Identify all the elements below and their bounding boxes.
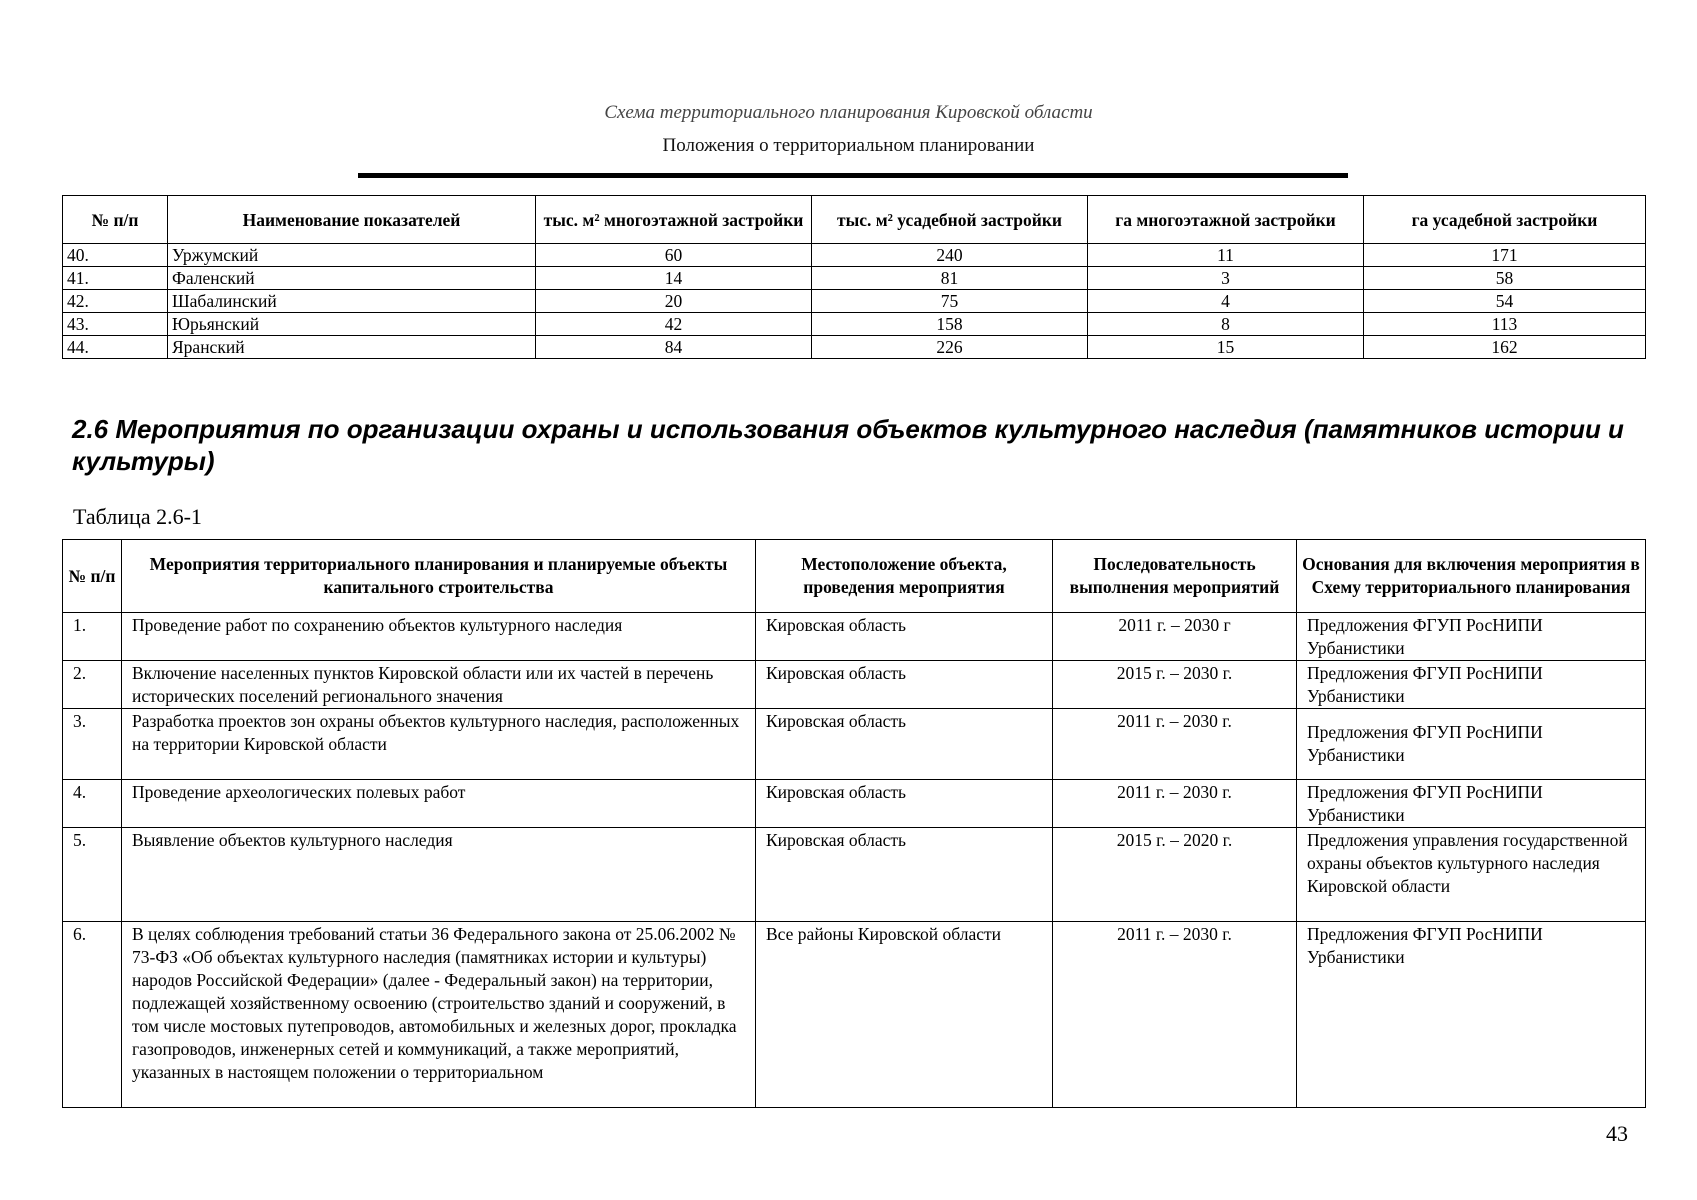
cell-location: Кировская область: [756, 780, 1053, 828]
cell-location: Кировская область: [756, 661, 1053, 709]
cell-value: 54: [1364, 290, 1646, 313]
section-heading: 2.6 Мероприятия по организации охраны и использования объектов культурного наследия (памятников истории и культуры): [72, 414, 1624, 476]
cell-number: 44.: [63, 336, 168, 359]
cell-value: 158: [812, 313, 1088, 336]
cell-district: Яранский: [168, 336, 536, 359]
col-header-measures: Мероприятия территориального планирования и планируемые объекты капитального строительства: [122, 540, 756, 613]
cell-number: 40.: [63, 244, 168, 267]
cell-period: 2011 г. – 2030 г.: [1053, 709, 1297, 780]
cell-grounds: Предложения управления государственной охраны объектов культурного наследия Кировской области: [1297, 828, 1646, 922]
col-header-multistorey-ha: га многоэтажной застройки: [1088, 196, 1364, 244]
cell-value: 240: [812, 244, 1088, 267]
cell-number: 4.: [63, 780, 122, 828]
cell-period: 2011 г. – 2030 г: [1053, 613, 1297, 661]
col-header-number: № п/п: [63, 540, 122, 613]
table-row: [63, 290, 1646, 313]
cell-value: 162: [1364, 336, 1646, 359]
col-header-location: Местоположение объекта, проведения мероприятия: [756, 540, 1053, 613]
table-row: [63, 313, 1646, 336]
header-divider: [358, 173, 1348, 178]
cell-number: 6.: [63, 922, 122, 1108]
table-row: [63, 709, 1646, 780]
cell-number: 43.: [63, 313, 168, 336]
cell-number: 1.: [63, 613, 122, 661]
cell-value: 75: [812, 290, 1088, 313]
indicators-table: [62, 195, 1646, 359]
cell-location: Кировская область: [756, 828, 1053, 922]
cell-measure: В целях соблюдения требований статьи 36 Федерального закона от 25.06.2002 № 73-ФЗ «Об объектах культурного наследия (памятниках истории и культуры) народов Российской Федерации» (далее - Федеральный закон) на территории, подлежащей хозяйственному освоению (строительство зданий и сооружений, в том числе мостовых путепроводов, автомобильных и железных дорог, прокладка газопроводов, инженерных сетей и коммуникаций, а также мероприятий, указанных в настоящем положении о территориальном: [122, 922, 756, 1108]
cell-value: 8: [1088, 313, 1364, 336]
cell-location: Кировская область: [756, 613, 1053, 661]
cell-number: 5.: [63, 828, 122, 922]
cell-number: 41.: [63, 267, 168, 290]
cell-value: 15: [1088, 336, 1364, 359]
cell-grounds: Предложения ФГУП РосНИПИ Урбанистики: [1297, 922, 1646, 1108]
cell-grounds: Предложения ФГУП РосНИПИ Урбанистики: [1297, 613, 1646, 661]
cell-location: Кировская область: [756, 709, 1053, 780]
col-header-estate-area: тыс. м² усадебной застройки: [812, 196, 1088, 244]
heritage-measures-table: [62, 539, 1646, 1108]
cell-value: 3: [1088, 267, 1364, 290]
col-header-estate-ha: га усадебной застройки: [1364, 196, 1646, 244]
cell-value: 4: [1088, 290, 1364, 313]
cell-number: 2.: [63, 661, 122, 709]
cell-grounds: Предложения ФГУП РосНИПИ Урбанистики: [1297, 661, 1646, 709]
cell-value: 58: [1364, 267, 1646, 290]
cell-measure: Проведение археологических полевых работ: [122, 780, 756, 828]
table-row: [63, 336, 1646, 359]
cell-value: 11: [1088, 244, 1364, 267]
cell-period: 2015 г. – 2020 г.: [1053, 828, 1297, 922]
cell-value: 226: [812, 336, 1088, 359]
col-header-number: № п/п: [63, 196, 168, 244]
cell-value: 81: [812, 267, 1088, 290]
col-header-sequence: Последовательность выполнения мероприятий: [1053, 540, 1297, 613]
table-row: [63, 244, 1646, 267]
cell-value: 171: [1364, 244, 1646, 267]
cell-district: Юрьянский: [168, 313, 536, 336]
cell-number: 3.: [63, 709, 122, 780]
table-caption: Таблица 2.6-1: [73, 504, 202, 529]
cell-value: 84: [536, 336, 812, 359]
table-row: [63, 267, 1646, 290]
cell-measure: Включение населенных пунктов Кировской области или их частей в перечень исторических поселений регионального значения: [122, 661, 756, 709]
document-running-title: Схема территориального планирования Кировской области: [604, 102, 1093, 123]
cell-period: 2011 г. – 2030 г.: [1053, 780, 1297, 828]
table-row: [63, 661, 1646, 709]
cell-value: 113: [1364, 313, 1646, 336]
col-header-indicator-name: Наименование показателей: [168, 196, 536, 244]
cell-measure: Выявление объектов культурного наследия: [122, 828, 756, 922]
cell-district: Фаленский: [168, 267, 536, 290]
document-running-subtitle: Положения о территориальном планировании: [662, 135, 1035, 156]
cell-value: 14: [536, 267, 812, 290]
col-header-multistorey-area: тыс. м² многоэтажной застройки: [536, 196, 812, 244]
cell-value: 20: [536, 290, 812, 313]
cell-period: 2011 г. – 2030 г.: [1053, 922, 1297, 1108]
table-header-row: [63, 540, 1646, 613]
cell-number: 42.: [63, 290, 168, 313]
cell-period: 2015 г. – 2030 г.: [1053, 661, 1297, 709]
table-header-row: [63, 196, 1646, 244]
cell-value: 42: [536, 313, 812, 336]
cell-location: Все районы Кировской области: [756, 922, 1053, 1108]
col-header-grounds: Основания для включения мероприятия в Схему территориального планирования: [1297, 540, 1646, 613]
cell-value: 60: [536, 244, 812, 267]
page-number: 43: [1606, 1121, 1628, 1146]
table-row: [63, 922, 1646, 1108]
table-row: [63, 780, 1646, 828]
cell-grounds: Предложения ФГУП РосНИПИ Урбанистики: [1297, 709, 1646, 780]
table-row: [63, 828, 1646, 922]
cell-district: Шабалинский: [168, 290, 536, 313]
table-row: [63, 613, 1646, 661]
cell-grounds: Предложения ФГУП РосНИПИ Урбанистики: [1297, 780, 1646, 828]
cell-measure: Проведение работ по сохранению объектов культурного наследия: [122, 613, 756, 661]
cell-measure: Разработка проектов зон охраны объектов культурного наследия, расположенных на территории Кировской области: [122, 709, 756, 780]
cell-district: Уржумский: [168, 244, 536, 267]
